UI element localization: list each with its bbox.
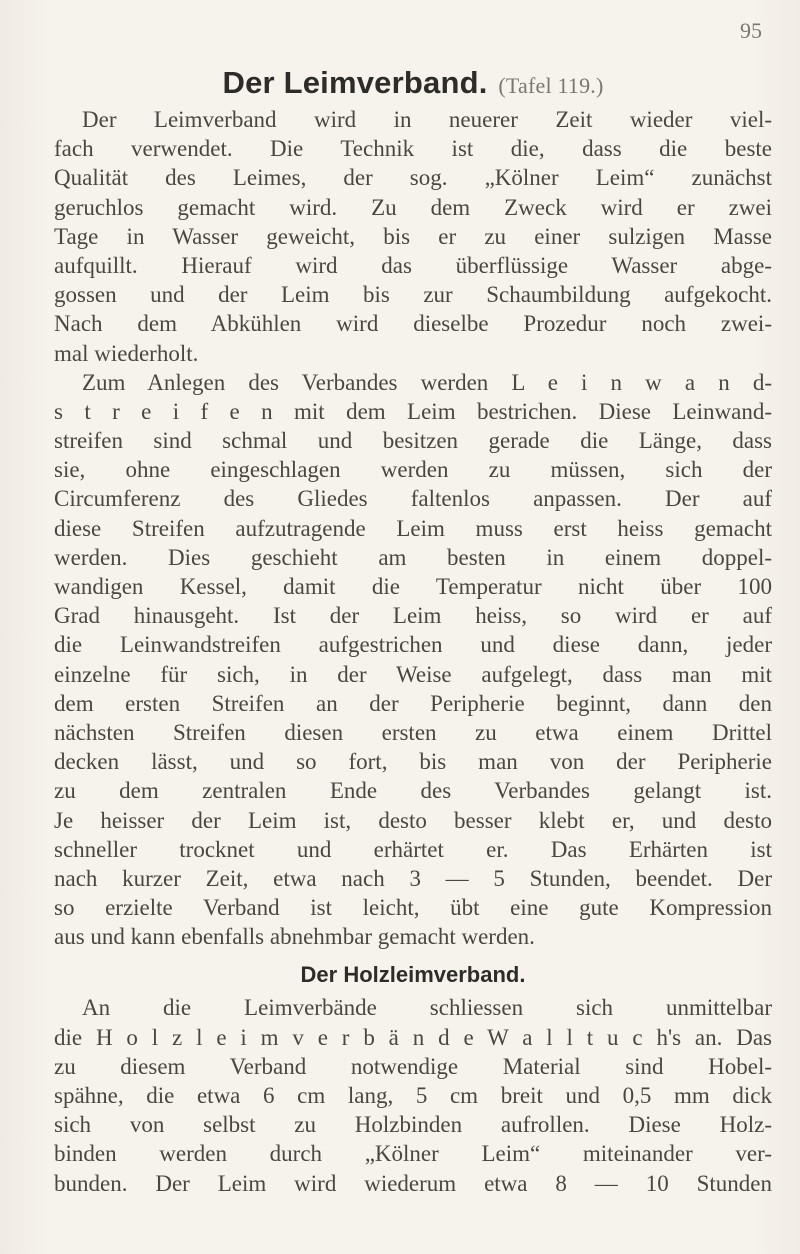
text-line: werden. Dies geschieht am besten in einem doppel- bbox=[54, 544, 772, 570]
text-line: decken lässt, und so fort, bis man von der Peripherie bbox=[54, 749, 772, 775]
text-line: wandigen Kessel, damit die Temperatur nicht über 100 bbox=[54, 574, 772, 599]
text-line: nach kurzer Zeit, etwa nach 3 — 5 Stunden, beendet. Der bbox=[54, 865, 772, 891]
text-line: zu diesem Verband notwendige Material sind Hobel- bbox=[54, 1053, 772, 1079]
text-line: gossen und der Leim bis zur Schaumbildung aufgekocht. bbox=[54, 282, 772, 308]
text-line: s t r e i f e n mit dem Leim bestrichen. Diese Leinwand- bbox=[54, 398, 772, 424]
text-line: Tage in Wasser geweicht, bis er zu einer sulzigen Masse bbox=[54, 223, 772, 249]
text-line: streifen sind schmal und besitzen gerade die Länge, dass bbox=[54, 428, 772, 454]
text-line: Je heisser der Leim ist, desto besser klebt er, und desto bbox=[54, 807, 772, 833]
text-line: Der Leimverband wird in neuerer Zeit wieder viel- bbox=[82, 107, 772, 132]
text-line: die Leinwandstreifen aufgestrichen und diese dann, jeder bbox=[54, 632, 772, 658]
text-line: nächsten Streifen diesen ersten zu etwa einem Drittel bbox=[54, 719, 772, 745]
text-line: geruchlos gemacht wird. Zu dem Zweck wird er zwei bbox=[54, 194, 772, 220]
text-line: Zum Anlegen des Verbandes werden L e i n w a n d- bbox=[82, 369, 772, 395]
section-heading-holzleimverband: Der Holzleimverband. bbox=[300, 962, 526, 988]
heading-title: Der Leimverband. bbox=[222, 65, 488, 100]
section-heading-leimverband bbox=[54, 64, 772, 105]
text-line: einzelne für sich, in der Weise aufgelegt, dass man mit bbox=[54, 661, 772, 687]
text-line: An die Leimverbände schliessen sich unmittelbar bbox=[82, 995, 772, 1021]
plate-reference: (Tafel 119.) bbox=[498, 73, 604, 98]
text-line: diese Streifen aufzutragende Leim muss erst heiss gemacht bbox=[54, 515, 772, 541]
text-line: die H o l z l e i m v e r b ä n d e W a l l t u c h's an. Das bbox=[54, 1024, 772, 1050]
text-line: Grad hinausgeht. Ist der Leim heiss, so wird er auf bbox=[54, 603, 772, 629]
text-line: zu dem zentralen Ende des Verbandes gelangt ist. bbox=[54, 778, 772, 804]
paragraph bbox=[54, 368, 772, 952]
paragraph bbox=[54, 105, 772, 368]
text-line: mal wiederholt. bbox=[54, 340, 199, 366]
text-line: sich von selbst zu Holzbinden aufrollen. Diese Holz- bbox=[54, 1112, 772, 1138]
text-line: so erzielte Verband ist leicht, übt eine gute Kompression bbox=[54, 895, 772, 921]
text-line: sie, ohne eingeschlagen werden zu müssen, sich der bbox=[54, 457, 772, 483]
text-line: spähne, die etwa 6 cm lang, 5 cm breit und 0,5 mm dick bbox=[54, 1083, 772, 1108]
text-line: dem ersten Streifen an der Peripherie beginnt, dann den bbox=[54, 690, 772, 716]
text-line: Nach dem Abkühlen wird dieselbe Prozedur noch zwei- bbox=[54, 311, 772, 337]
text-line: aufquillt. Hierauf wird das überflüssige Wasser abge- bbox=[54, 252, 772, 278]
text-line: fach verwendet. Die Technik ist die, dass die beste bbox=[54, 136, 772, 162]
page-number: 95 bbox=[740, 18, 762, 43]
text-block bbox=[54, 64, 772, 1198]
text-line: Qualität des Leimes, der sog. „Kölner Leim“ zunächst bbox=[54, 165, 772, 191]
paragraph bbox=[54, 993, 772, 1197]
text-line: Circumferenz des Gliedes faltenlos anpassen. Der auf bbox=[54, 486, 772, 512]
text-line: binden werden durch „Kölner Leim“ miteinander ver- bbox=[54, 1141, 772, 1167]
text-line: bunden. Der Leim wird wiederum etwa 8 — 10 Stunden bbox=[54, 1170, 772, 1196]
text-line: aus und kann ebenfalls abnehmbar gemacht werden. bbox=[54, 924, 535, 950]
text-line: schneller trocknet und erhärtet er. Das Erhärten ist bbox=[54, 836, 772, 862]
